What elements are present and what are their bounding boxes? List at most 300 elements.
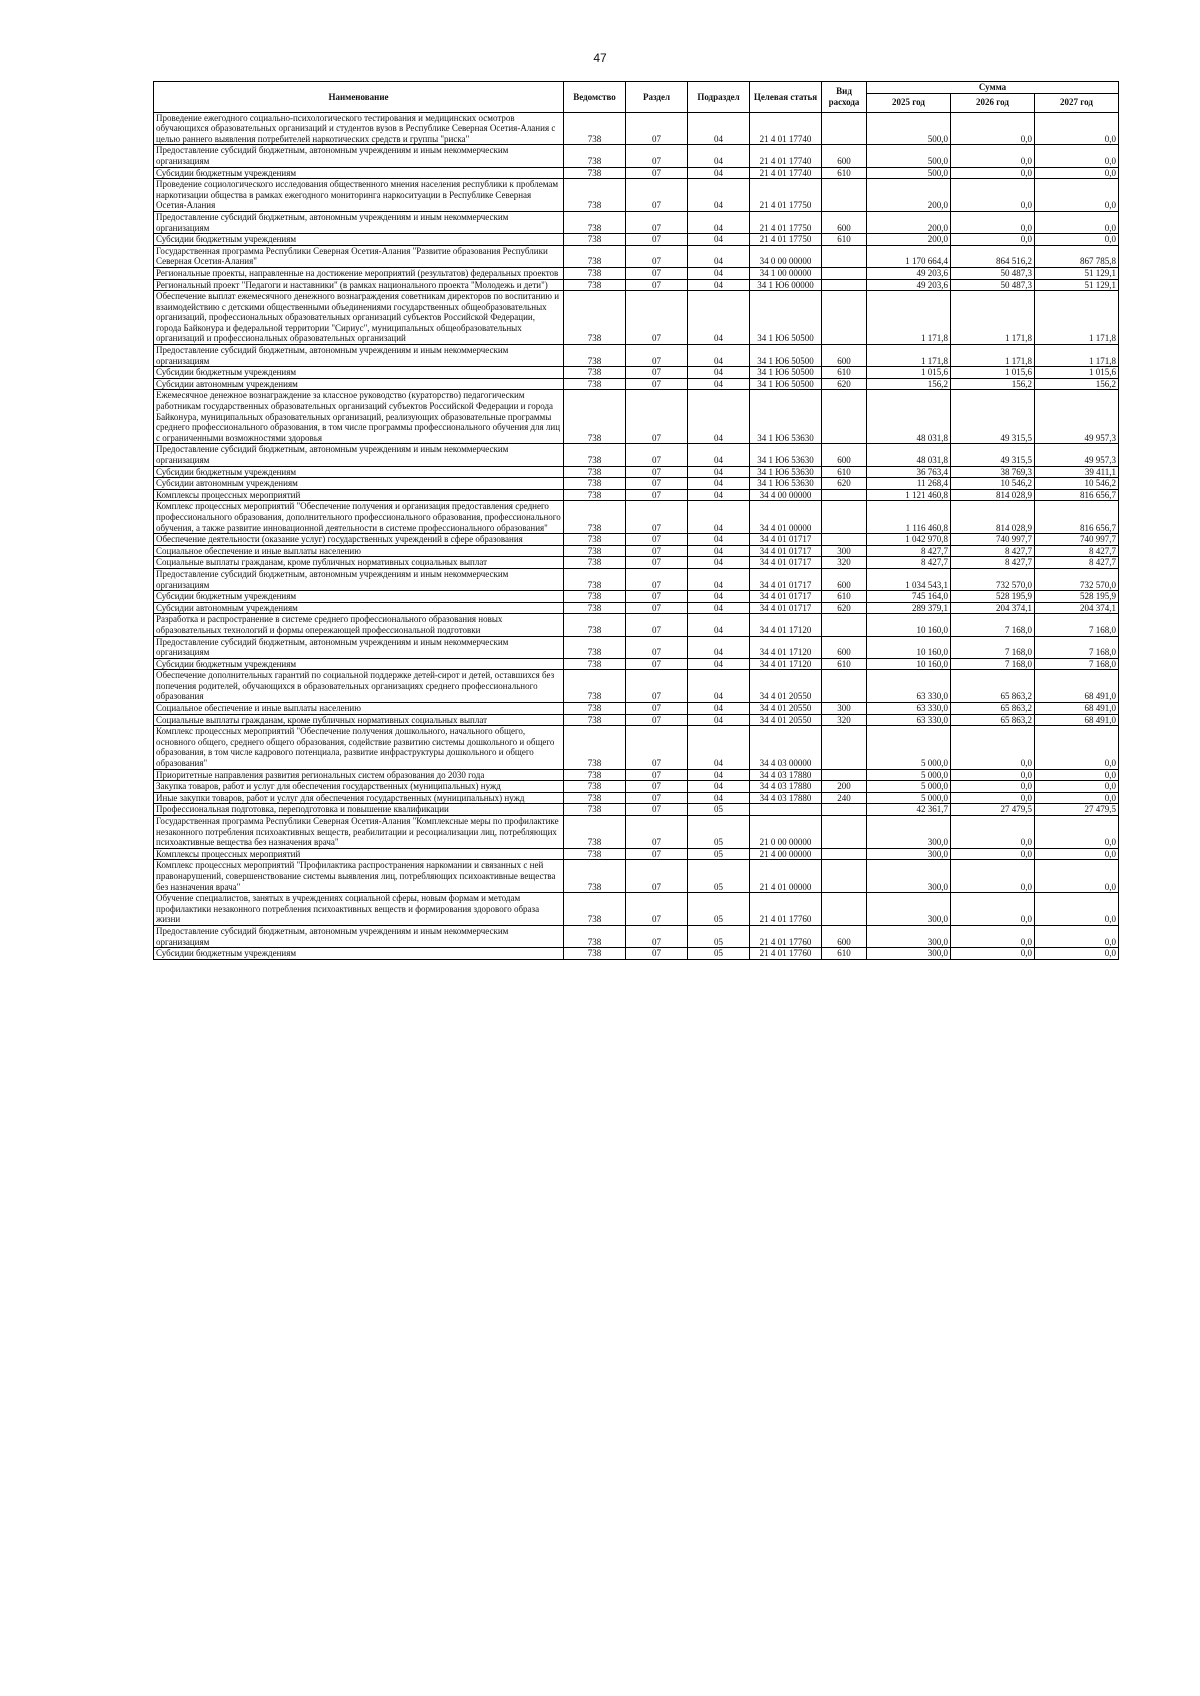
row-2025-cell: 1 116 460,8 xyxy=(867,501,951,534)
row-2026-cell: 8 427,7 xyxy=(951,557,1035,569)
row-2027-cell: 7 168,0 xyxy=(1035,658,1119,670)
row-ved-cell: 738 xyxy=(564,211,626,233)
header-razdel: Раздел xyxy=(626,82,688,113)
row-name-cell: Предоставление субсидий бюджетным, автономным учреждениям и иным некоммерческим организациям xyxy=(154,444,564,466)
header-2025: 2025 год xyxy=(867,93,951,112)
row-2025-cell: 745 164,0 xyxy=(867,591,951,603)
row-name-cell: Субсидии автономным учреждениям xyxy=(154,478,564,490)
row-2026-cell: 0,0 xyxy=(951,848,1035,860)
row-vr-cell xyxy=(822,848,867,860)
row-razdel-cell: 07 xyxy=(626,478,688,490)
row-razdel-cell: 07 xyxy=(626,112,688,145)
row-cs-cell: 34 4 01 17120 xyxy=(750,614,822,636)
row-2025-cell: 36 763,4 xyxy=(867,466,951,478)
row-2026-cell: 0,0 xyxy=(951,145,1035,167)
row-ved-cell: 738 xyxy=(564,557,626,569)
row-2026-cell: 0,0 xyxy=(951,792,1035,804)
row-2025-cell: 1 034 543,1 xyxy=(867,568,951,590)
row-ved-cell: 738 xyxy=(564,636,626,658)
row-name-cell: Приоритетные направления развития региональных систем образования до 2030 года xyxy=(154,769,564,781)
row-cs-cell: 21 4 01 17740 xyxy=(750,112,822,145)
row-2026-cell: 50 487,3 xyxy=(951,267,1035,279)
row-ved-cell: 738 xyxy=(564,466,626,478)
row-name-cell: Комплексы процессных мероприятий xyxy=(154,848,564,860)
row-podrazdel-cell: 04 xyxy=(688,279,750,291)
row-razdel-cell: 07 xyxy=(626,726,688,769)
row-vr-cell: 620 xyxy=(822,378,867,390)
row-razdel-cell: 07 xyxy=(626,804,688,816)
row-ved-cell: 738 xyxy=(564,948,626,960)
row-cs-cell xyxy=(750,804,822,816)
row-name-cell: Субсидии бюджетным учреждениям xyxy=(154,658,564,670)
row-2025-cell: 300,0 xyxy=(867,860,951,893)
row-2025-cell: 49 203,6 xyxy=(867,267,951,279)
row-2027-cell: 27 479,5 xyxy=(1035,804,1119,816)
table-row xyxy=(154,816,1119,849)
row-vr-cell: 600 xyxy=(822,636,867,658)
row-razdel-cell: 07 xyxy=(626,636,688,658)
row-name-cell: Государственная программа Республики Северная Осетия-Алания "Развитие образования Республики Северная Осетия-Алания" xyxy=(154,245,564,267)
row-2025-cell: 500,0 xyxy=(867,112,951,145)
row-2026-cell: 65 863,2 xyxy=(951,714,1035,726)
row-cs-cell: 34 1 Ю6 00000 xyxy=(750,279,822,291)
row-2027-cell: 816 656,7 xyxy=(1035,501,1119,534)
table-row xyxy=(154,211,1119,233)
row-ved-cell: 738 xyxy=(564,234,626,246)
row-ved-cell: 738 xyxy=(564,367,626,379)
row-cs-cell: 21 4 01 17750 xyxy=(750,211,822,233)
row-podrazdel-cell: 04 xyxy=(688,670,750,703)
row-2026-cell: 7 168,0 xyxy=(951,614,1035,636)
row-name-cell: Предоставление субсидий бюджетным, автономным учреждениям и иным некоммерческим организациям xyxy=(154,636,564,658)
row-cs-cell: 21 4 01 17760 xyxy=(750,948,822,960)
row-2025-cell: 1 121 460,8 xyxy=(867,489,951,501)
table-row xyxy=(154,279,1119,291)
row-razdel-cell: 07 xyxy=(626,948,688,960)
row-2025-cell: 48 031,8 xyxy=(867,444,951,466)
row-2026-cell: 204 374,1 xyxy=(951,602,1035,614)
row-cs-cell: 21 0 00 00000 xyxy=(750,816,822,849)
table-row xyxy=(154,568,1119,590)
table-row xyxy=(154,726,1119,769)
row-2027-cell: 156,2 xyxy=(1035,378,1119,390)
row-name-cell: Проведение социологического исследования общественного мнения населения республики к проблемам наркотизации общества в рамках ежегодного мониторинга наркоситуации в Республике Северная Осетия-Алания xyxy=(154,179,564,212)
row-razdel-cell: 07 xyxy=(626,614,688,636)
row-name-cell: Закупка товаров, работ и услуг для обеспечения государственных (муниципальных) нужд xyxy=(154,781,564,793)
row-ved-cell: 738 xyxy=(564,501,626,534)
header-podrazdel: Подраздел xyxy=(688,82,750,113)
row-name-cell: Комплекс процессных мероприятий "Обеспечение получения дошкольного, начального общего, основного общего, среднего общего образования, содействие развитию системы дошкольного и общего образования, в том числе кадрового потенциала, развитие инфраструктуры дошкольного и общего образования" xyxy=(154,726,564,769)
row-ved-cell: 738 xyxy=(564,145,626,167)
table-row xyxy=(154,636,1119,658)
row-cs-cell: 34 4 01 00000 xyxy=(750,501,822,534)
header-2027: 2027 год xyxy=(1035,93,1119,112)
row-2027-cell: 0,0 xyxy=(1035,179,1119,212)
row-razdel-cell: 07 xyxy=(626,860,688,893)
row-vr-cell: 300 xyxy=(822,703,867,715)
row-2026-cell: 49 315,5 xyxy=(951,444,1035,466)
row-2026-cell: 7 168,0 xyxy=(951,636,1035,658)
row-2025-cell: 11 268,4 xyxy=(867,478,951,490)
row-2025-cell: 5 000,0 xyxy=(867,726,951,769)
row-2026-cell: 0,0 xyxy=(951,726,1035,769)
row-2027-cell: 528 195,9 xyxy=(1035,591,1119,603)
row-2025-cell: 200,0 xyxy=(867,179,951,212)
table-row xyxy=(154,234,1119,246)
row-cs-cell: 34 4 03 17880 xyxy=(750,769,822,781)
row-razdel-cell: 07 xyxy=(626,557,688,569)
row-ved-cell: 738 xyxy=(564,848,626,860)
row-vr-cell: 610 xyxy=(822,948,867,960)
row-2026-cell: 0,0 xyxy=(951,893,1035,926)
row-2025-cell: 200,0 xyxy=(867,211,951,233)
row-ved-cell: 738 xyxy=(564,345,626,367)
row-vr-cell xyxy=(822,489,867,501)
table-row xyxy=(154,501,1119,534)
row-2025-cell: 1 171,8 xyxy=(867,291,951,345)
row-2026-cell: 0,0 xyxy=(951,925,1035,947)
row-2027-cell: 0,0 xyxy=(1035,816,1119,849)
row-2027-cell: 0,0 xyxy=(1035,145,1119,167)
row-vr-cell: 600 xyxy=(822,145,867,167)
row-razdel-cell: 07 xyxy=(626,670,688,703)
row-razdel-cell: 07 xyxy=(626,245,688,267)
row-2027-cell: 0,0 xyxy=(1035,726,1119,769)
row-cs-cell: 34 4 01 01717 xyxy=(750,602,822,614)
row-podrazdel-cell: 04 xyxy=(688,534,750,546)
row-2025-cell: 500,0 xyxy=(867,167,951,179)
table-row xyxy=(154,670,1119,703)
row-ved-cell: 738 xyxy=(564,769,626,781)
row-2025-cell: 500,0 xyxy=(867,145,951,167)
row-2025-cell: 300,0 xyxy=(867,816,951,849)
row-razdel-cell: 07 xyxy=(626,279,688,291)
row-2026-cell: 27 479,5 xyxy=(951,804,1035,816)
row-name-cell: Социальное обеспечение и иные выплаты населению xyxy=(154,545,564,557)
row-razdel-cell: 07 xyxy=(626,291,688,345)
row-2027-cell: 1 171,8 xyxy=(1035,291,1119,345)
row-2026-cell: 0,0 xyxy=(951,112,1035,145)
row-2027-cell: 740 997,7 xyxy=(1035,534,1119,546)
row-cs-cell: 34 4 01 01717 xyxy=(750,557,822,569)
row-cs-cell: 21 4 01 17740 xyxy=(750,167,822,179)
row-podrazdel-cell: 04 xyxy=(688,234,750,246)
row-name-cell: Региональные проекты, направленные на достижение мероприятий (результатов) федеральных проектов xyxy=(154,267,564,279)
row-razdel-cell: 07 xyxy=(626,703,688,715)
row-razdel-cell: 07 xyxy=(626,816,688,849)
row-ved-cell: 738 xyxy=(564,568,626,590)
row-razdel-cell: 07 xyxy=(626,489,688,501)
row-2026-cell: 0,0 xyxy=(951,769,1035,781)
row-cs-cell: 34 4 01 01717 xyxy=(750,568,822,590)
row-cs-cell: 34 4 01 17120 xyxy=(750,658,822,670)
row-2025-cell: 10 160,0 xyxy=(867,636,951,658)
row-vr-cell xyxy=(822,112,867,145)
row-razdel-cell: 07 xyxy=(626,179,688,212)
row-name-cell: Предоставление субсидий бюджетным, автономным учреждениям и иным некоммерческим организациям xyxy=(154,211,564,233)
row-ved-cell: 738 xyxy=(564,714,626,726)
row-name-cell: Обучение специалистов, занятых в учреждениях социальной сферы, новым формам и методам профилактики незаконного потребления психоактивных веществ и формирования здорового образа жизни xyxy=(154,893,564,926)
table-row xyxy=(154,489,1119,501)
row-name-cell: Предоставление субсидий бюджетным, автономным учреждениям и иным некоммерческим организациям xyxy=(154,925,564,947)
row-razdel-cell: 07 xyxy=(626,545,688,557)
row-ved-cell: 738 xyxy=(564,378,626,390)
row-vr-cell: 200 xyxy=(822,781,867,793)
row-razdel-cell: 07 xyxy=(626,568,688,590)
row-cs-cell: 34 1 Ю6 50500 xyxy=(750,345,822,367)
row-podrazdel-cell: 04 xyxy=(688,636,750,658)
row-vr-cell xyxy=(822,245,867,267)
row-2026-cell: 0,0 xyxy=(951,234,1035,246)
row-2025-cell: 8 427,7 xyxy=(867,545,951,557)
header-cs: Целевая статья xyxy=(750,82,822,113)
table-row xyxy=(154,804,1119,816)
row-name-cell: Субсидии бюджетным учреждениям xyxy=(154,948,564,960)
row-2026-cell: 10 546,2 xyxy=(951,478,1035,490)
row-cs-cell: 34 0 00 00000 xyxy=(750,245,822,267)
table-row xyxy=(154,925,1119,947)
row-name-cell: Иные закупки товаров, работ и услуг для обеспечения государственных (муниципальных) нужд xyxy=(154,792,564,804)
table-row xyxy=(154,179,1119,212)
row-2025-cell: 5 000,0 xyxy=(867,781,951,793)
row-vr-cell xyxy=(822,267,867,279)
row-cs-cell: 21 4 01 17740 xyxy=(750,145,822,167)
row-2026-cell: 0,0 xyxy=(951,167,1035,179)
row-razdel-cell: 07 xyxy=(626,367,688,379)
row-2026-cell: 8 427,7 xyxy=(951,545,1035,557)
row-2027-cell: 0,0 xyxy=(1035,860,1119,893)
row-podrazdel-cell: 04 xyxy=(688,769,750,781)
table-row xyxy=(154,703,1119,715)
row-ved-cell: 738 xyxy=(564,489,626,501)
row-ved-cell: 738 xyxy=(564,893,626,926)
row-2026-cell: 0,0 xyxy=(951,179,1035,212)
row-name-cell: Социальные выплаты гражданам, кроме публичных нормативных социальных выплат xyxy=(154,557,564,569)
row-2027-cell: 732 570,0 xyxy=(1035,568,1119,590)
budget-table xyxy=(153,81,1119,960)
row-cs-cell: 34 4 01 17120 xyxy=(750,636,822,658)
row-vr-cell: 600 xyxy=(822,345,867,367)
row-name-cell: Комплекс процессных мероприятий "Обеспечение получения и организация предоставления среднего профессионального образования, дополнительного профессионального образования, профессионального обучения, а также развитие инновационной деятельности в системе профессионального образования" xyxy=(154,501,564,534)
row-vr-cell: 610 xyxy=(822,167,867,179)
row-2026-cell: 740 997,7 xyxy=(951,534,1035,546)
row-vr-cell xyxy=(822,614,867,636)
row-name-cell: Социальное обеспечение и иные выплаты населению xyxy=(154,703,564,715)
row-razdel-cell: 07 xyxy=(626,769,688,781)
row-name-cell: Субсидии бюджетным учреждениям xyxy=(154,591,564,603)
header-vr: Вид расхода xyxy=(822,82,867,113)
row-2026-cell: 814 028,9 xyxy=(951,489,1035,501)
table-row xyxy=(154,167,1119,179)
row-podrazdel-cell: 05 xyxy=(688,860,750,893)
row-2026-cell: 0,0 xyxy=(951,211,1035,233)
row-vr-cell xyxy=(822,860,867,893)
row-2027-cell: 8 427,7 xyxy=(1035,545,1119,557)
row-2025-cell: 42 361,7 xyxy=(867,804,951,816)
row-vr-cell xyxy=(822,726,867,769)
row-razdel-cell: 07 xyxy=(626,658,688,670)
row-podrazdel-cell: 04 xyxy=(688,602,750,614)
page-number: 47 xyxy=(593,51,607,65)
table-row xyxy=(154,714,1119,726)
row-podrazdel-cell: 04 xyxy=(688,378,750,390)
row-cs-cell: 21 4 01 17750 xyxy=(750,234,822,246)
row-2025-cell: 1 171,8 xyxy=(867,345,951,367)
row-cs-cell: 34 4 01 01717 xyxy=(750,545,822,557)
row-name-cell: Обеспечение деятельности (оказание услуг) государственных учреждений в сфере образования xyxy=(154,534,564,546)
row-2027-cell: 0,0 xyxy=(1035,848,1119,860)
table-row xyxy=(154,245,1119,267)
row-ved-cell: 738 xyxy=(564,267,626,279)
row-name-cell: Предоставление субсидий бюджетным, автономным учреждениям и иным некоммерческим организациям xyxy=(154,145,564,167)
row-2027-cell: 867 785,8 xyxy=(1035,245,1119,267)
row-2025-cell: 1 042 970,8 xyxy=(867,534,951,546)
row-2026-cell: 0,0 xyxy=(951,948,1035,960)
table-row xyxy=(154,893,1119,926)
row-ved-cell: 738 xyxy=(564,591,626,603)
row-vr-cell xyxy=(822,501,867,534)
row-2027-cell: 68 491,0 xyxy=(1035,670,1119,703)
row-name-cell: Государственная программа Республики Северная Осетия-Алания "Комплексные меры по профилактике незаконного потребления психоактивных веществ, реабилитации и ресоциализации лиц, потребляющих психоактивные вещества без назначения врача" xyxy=(154,816,564,849)
header-name: Наименование xyxy=(154,82,564,113)
row-name-cell: Профессиональная подготовка, переподготовка и повышение квалификации xyxy=(154,804,564,816)
row-podrazdel-cell: 04 xyxy=(688,245,750,267)
table-header xyxy=(154,82,1119,113)
row-ved-cell: 738 xyxy=(564,245,626,267)
row-razdel-cell: 07 xyxy=(626,390,688,444)
row-podrazdel-cell: 04 xyxy=(688,614,750,636)
row-cs-cell: 34 4 01 20550 xyxy=(750,670,822,703)
row-ved-cell: 738 xyxy=(564,534,626,546)
row-podrazdel-cell: 05 xyxy=(688,804,750,816)
table-row xyxy=(154,769,1119,781)
row-ved-cell: 738 xyxy=(564,658,626,670)
row-ved-cell: 738 xyxy=(564,804,626,816)
row-name-cell: Комплексы процессных мероприятий xyxy=(154,489,564,501)
row-vr-cell: 600 xyxy=(822,925,867,947)
row-2025-cell: 1 170 664,4 xyxy=(867,245,951,267)
row-2026-cell: 65 863,2 xyxy=(951,670,1035,703)
row-podrazdel-cell: 04 xyxy=(688,167,750,179)
row-2025-cell: 289 379,1 xyxy=(867,602,951,614)
row-razdel-cell: 07 xyxy=(626,234,688,246)
row-2026-cell: 38 769,3 xyxy=(951,466,1035,478)
row-2027-cell: 0,0 xyxy=(1035,211,1119,233)
row-ved-cell: 738 xyxy=(564,390,626,444)
row-name-cell: Предоставление субсидий бюджетным, автономным учреждениям и иным некоммерческим организациям xyxy=(154,345,564,367)
row-2026-cell: 1 015,6 xyxy=(951,367,1035,379)
row-ved-cell: 738 xyxy=(564,545,626,557)
row-razdel-cell: 07 xyxy=(626,267,688,279)
row-2027-cell: 0,0 xyxy=(1035,948,1119,960)
row-cs-cell: 34 1 Ю6 50500 xyxy=(750,367,822,379)
row-razdel-cell: 07 xyxy=(626,211,688,233)
row-2027-cell: 7 168,0 xyxy=(1035,614,1119,636)
row-podrazdel-cell: 04 xyxy=(688,658,750,670)
row-2027-cell: 51 129,1 xyxy=(1035,267,1119,279)
row-ved-cell: 738 xyxy=(564,179,626,212)
table-row xyxy=(154,614,1119,636)
row-2025-cell: 49 203,6 xyxy=(867,279,951,291)
row-vr-cell: 600 xyxy=(822,444,867,466)
row-razdel-cell: 07 xyxy=(626,602,688,614)
row-ved-cell: 738 xyxy=(564,670,626,703)
row-podrazdel-cell: 04 xyxy=(688,267,750,279)
row-2026-cell: 1 171,8 xyxy=(951,291,1035,345)
row-name-cell: Субсидии автономным учреждениям xyxy=(154,602,564,614)
row-cs-cell: 34 4 01 01717 xyxy=(750,534,822,546)
row-2027-cell: 0,0 xyxy=(1035,769,1119,781)
header-ved: Ведомство xyxy=(564,82,626,113)
table-row xyxy=(154,466,1119,478)
row-2025-cell: 300,0 xyxy=(867,893,951,926)
row-2025-cell: 63 330,0 xyxy=(867,703,951,715)
table-row xyxy=(154,557,1119,569)
row-2026-cell: 49 315,5 xyxy=(951,390,1035,444)
row-vr-cell: 320 xyxy=(822,714,867,726)
row-podrazdel-cell: 04 xyxy=(688,545,750,557)
row-vr-cell: 320 xyxy=(822,557,867,569)
row-name-cell: Субсидии бюджетным учреждениям xyxy=(154,367,564,379)
row-2026-cell: 0,0 xyxy=(951,781,1035,793)
row-2025-cell: 300,0 xyxy=(867,948,951,960)
row-2027-cell: 204 374,1 xyxy=(1035,602,1119,614)
row-ved-cell: 738 xyxy=(564,291,626,345)
row-name-cell: Социальные выплаты гражданам, кроме публичных нормативных социальных выплат xyxy=(154,714,564,726)
row-2027-cell: 68 491,0 xyxy=(1035,714,1119,726)
row-name-cell: Проведение ежегодного социально-психологического тестирования и медицинских осмотров обучающихся образовательных организаций и студентов вузов в Республике Северная Осетия-Алания с целью раннего выявления потребителей наркотических средств и группы "риска" xyxy=(154,112,564,145)
row-podrazdel-cell: 04 xyxy=(688,291,750,345)
header-2026: 2026 год xyxy=(951,93,1035,112)
row-podrazdel-cell: 04 xyxy=(688,781,750,793)
row-2025-cell: 1 015,6 xyxy=(867,367,951,379)
row-2027-cell: 0,0 xyxy=(1035,925,1119,947)
table-row xyxy=(154,345,1119,367)
row-2027-cell: 816 656,7 xyxy=(1035,489,1119,501)
row-podrazdel-cell: 05 xyxy=(688,816,750,849)
row-vr-cell: 610 xyxy=(822,234,867,246)
row-2025-cell: 156,2 xyxy=(867,378,951,390)
row-razdel-cell: 07 xyxy=(626,534,688,546)
table-row xyxy=(154,860,1119,893)
row-ved-cell: 738 xyxy=(564,279,626,291)
row-cs-cell: 21 4 01 17750 xyxy=(750,179,822,212)
row-cs-cell: 34 1 Ю6 53630 xyxy=(750,444,822,466)
row-podrazdel-cell: 04 xyxy=(688,390,750,444)
table-body xyxy=(154,112,1119,959)
table-row xyxy=(154,390,1119,444)
row-2026-cell: 0,0 xyxy=(951,816,1035,849)
row-razdel-cell: 07 xyxy=(626,466,688,478)
row-2026-cell: 528 195,9 xyxy=(951,591,1035,603)
row-razdel-cell: 07 xyxy=(626,444,688,466)
row-ved-cell: 738 xyxy=(564,112,626,145)
row-name-cell: Субсидии бюджетным учреждениям xyxy=(154,167,564,179)
row-cs-cell: 21 4 00 00000 xyxy=(750,848,822,860)
row-2027-cell: 0,0 xyxy=(1035,167,1119,179)
row-name-cell: Предоставление субсидий бюджетным, автономным учреждениям и иным некоммерческим организациям xyxy=(154,568,564,590)
row-name-cell: Комплекс процессных мероприятий "Профилактика распространения наркомании и связанных с ней правонарушений, совершенствование системы выявления лиц, потребляющих психоактивные вещества без назначения врача" xyxy=(154,860,564,893)
row-razdel-cell: 07 xyxy=(626,893,688,926)
row-razdel-cell: 07 xyxy=(626,925,688,947)
row-2027-cell: 1 171,8 xyxy=(1035,345,1119,367)
row-vr-cell: 240 xyxy=(822,792,867,804)
row-vr-cell: 300 xyxy=(822,545,867,557)
row-podrazdel-cell: 05 xyxy=(688,948,750,960)
row-podrazdel-cell: 04 xyxy=(688,568,750,590)
row-cs-cell: 34 1 00 00000 xyxy=(750,267,822,279)
row-ved-cell: 738 xyxy=(564,792,626,804)
